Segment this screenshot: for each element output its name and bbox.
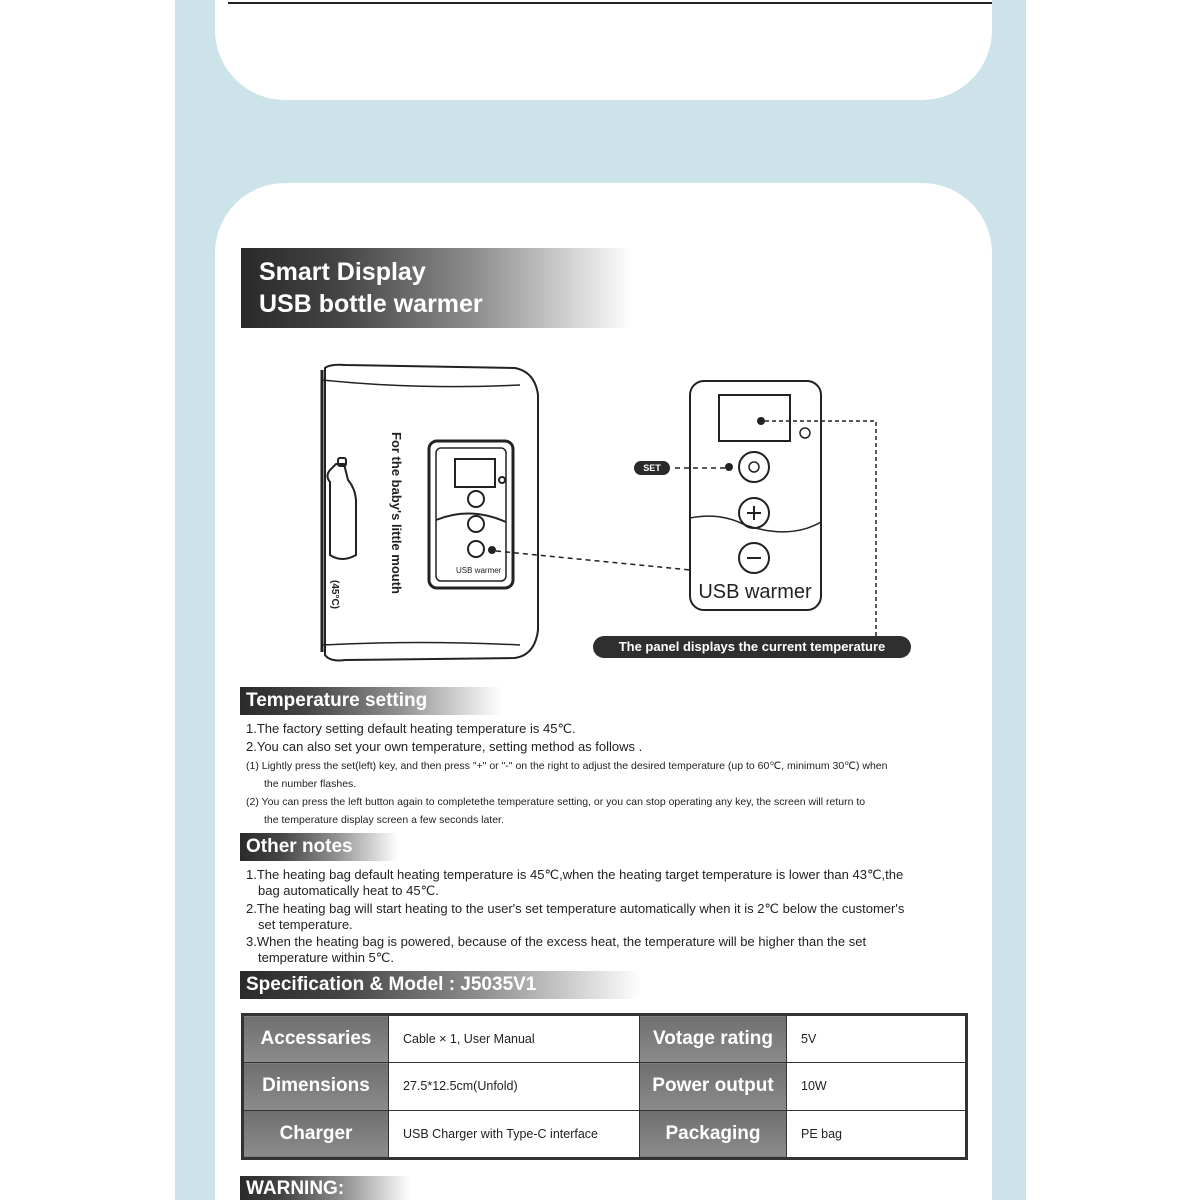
spec-value: 5V xyxy=(787,1016,966,1063)
spec-label: Votage rating xyxy=(640,1016,787,1063)
bag-side-text: (45°C) xyxy=(329,580,340,610)
warning-header: WARNING: xyxy=(240,1176,410,1200)
spec-label: Power output xyxy=(640,1063,787,1110)
spec-label: Accessaries xyxy=(244,1016,389,1063)
temp-sub-2b: the temperature display screen a few seconds later. xyxy=(264,814,504,826)
warmer-bag-drawing xyxy=(322,365,538,661)
note-1b: bag automatically heat to 45℃. xyxy=(258,883,439,898)
note-3a: 3.When the heating bag is powered, because of the excess heat, the temperature will be higher than the set xyxy=(246,934,867,949)
spec-row xyxy=(244,1110,966,1157)
spec-row xyxy=(244,1063,966,1110)
product-illustration xyxy=(300,355,940,670)
divider xyxy=(228,2,992,4)
spec-value: Cable × 1, User Manual xyxy=(389,1016,640,1063)
main-title xyxy=(241,248,633,328)
temp-item-1: 1.The factory setting default heating temperature is 45℃. xyxy=(246,721,576,736)
temp-item-2: 2.You can also set your own temperature, setting method as follows . xyxy=(246,739,643,754)
title-line-2: USB bottle warmer xyxy=(259,290,483,318)
set-dot xyxy=(725,463,733,471)
bag-vertical-text: For the baby's little mouth xyxy=(389,432,404,594)
set-badge: SET xyxy=(634,461,670,475)
spec-row xyxy=(244,1016,966,1063)
spec-table xyxy=(241,1013,968,1160)
other-notes-header: Other notes xyxy=(240,833,398,861)
spec-label: Packaging xyxy=(640,1110,787,1157)
temp-sub-1b: the number flashes. xyxy=(264,778,357,790)
note-3b: temperature within 5℃. xyxy=(258,950,394,965)
note-1a: 1.The heating bag default heating temperature is 45℃,when the heating target temperature is lower than 43℃,the xyxy=(246,867,904,882)
control-panel-drawing xyxy=(690,381,821,610)
bag-device-label: USB warmer xyxy=(456,566,502,575)
spec-value: 27.5*12.5cm(Unfold) xyxy=(389,1063,640,1110)
spec-value: PE bag xyxy=(787,1110,966,1157)
panel-label: USB warmer xyxy=(698,581,812,603)
callout-label: The panel displays the current temperature xyxy=(593,636,911,658)
temperature-setting-header: Temperature setting xyxy=(240,687,502,715)
spec-value: 10W xyxy=(787,1063,966,1110)
title-line-1: Smart Display xyxy=(259,258,426,286)
temp-sub-1a: (1) Lightly press the set(left) key, and then press "+" or "-" on the right to adjust the desired temperature (up to 60℃, minimum 30℃) when xyxy=(246,760,888,772)
temp-sub-2a: (2) You can press the left button again to completethe temperature setting, or you can stop operating any key, the screen will return to xyxy=(246,796,866,808)
note-2a: 2.The heating bag will start heating to the user's set temperature automatically when it is 2℃ below the customer's xyxy=(246,901,905,916)
note-2b: set temperature. xyxy=(258,917,353,932)
spec-label: Dimensions xyxy=(244,1063,389,1110)
panel-display-dot xyxy=(757,417,765,425)
top-card xyxy=(215,0,992,100)
spec-label: Charger xyxy=(244,1110,389,1157)
spec-value: USB Charger with Type-C interface xyxy=(389,1110,640,1157)
spec-header: Specification & Model : J5035V1 xyxy=(240,971,642,999)
